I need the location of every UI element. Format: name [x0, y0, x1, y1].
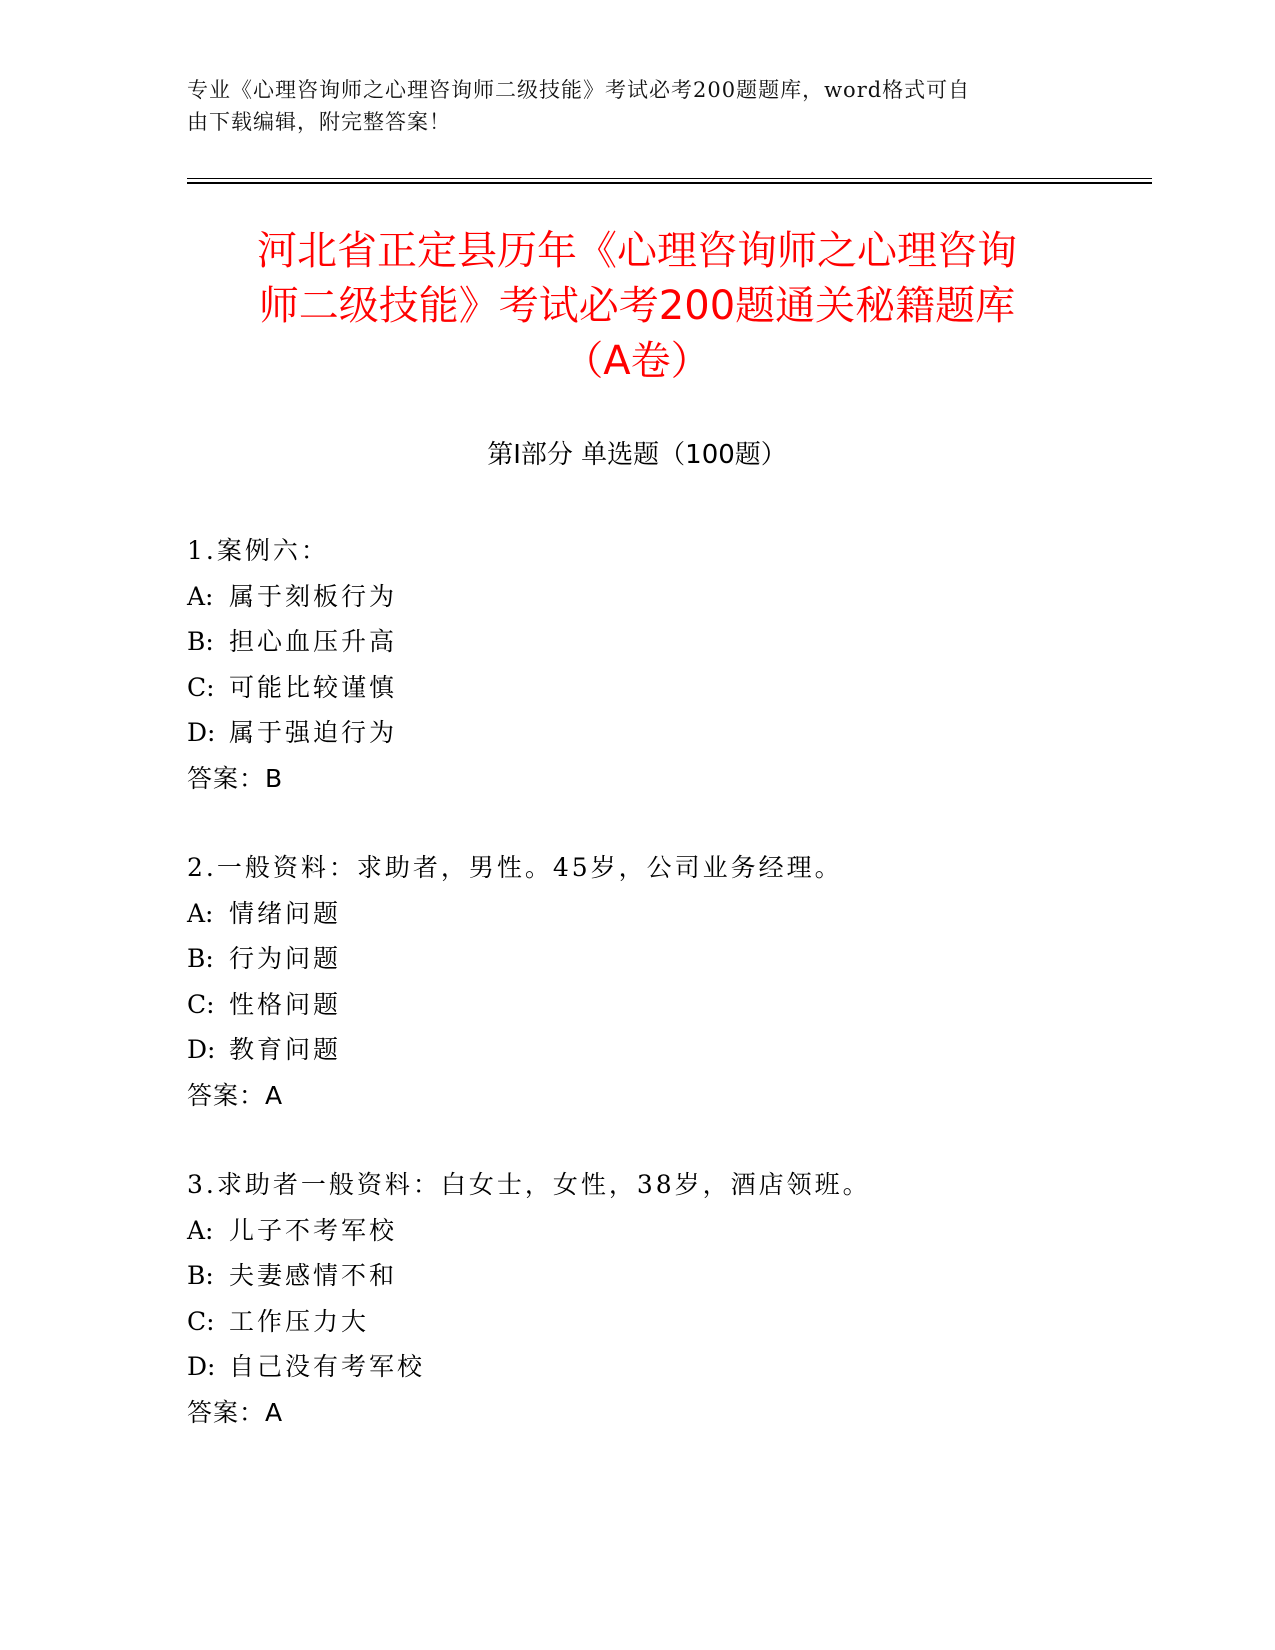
- question-1: [187, 528, 1147, 801]
- question-stem: 2.一般资料：求助者，男性。45岁，公司业务经理。: [187, 853, 843, 882]
- option-a: [187, 574, 1147, 620]
- answer-line: 答案：A: [187, 1080, 284, 1110]
- header-rule-thick: [187, 182, 1152, 184]
- option-text: 担心血压升高: [229, 627, 398, 656]
- option-b: [187, 936, 1147, 982]
- option-c: [187, 982, 1147, 1028]
- option-key: C:: [187, 1306, 215, 1336]
- option-key: B:: [187, 627, 214, 656]
- document-title: [187, 224, 1087, 389]
- option-d: [187, 1027, 1147, 1073]
- question-2: [187, 845, 1147, 1118]
- option-c: [187, 665, 1147, 711]
- option-key: A:: [187, 1215, 214, 1245]
- option-b: [187, 1253, 1147, 1299]
- header-note-line-2: 由下载编辑，附完整答案！: [187, 110, 451, 134]
- option-a: [187, 891, 1147, 937]
- answer-line: 答案：A: [187, 1397, 284, 1427]
- question-3: [187, 1162, 1147, 1435]
- option-key: D:: [187, 1352, 216, 1381]
- header-rule-thin: [187, 178, 1152, 179]
- option-text: 夫妻感情不和: [229, 1261, 398, 1290]
- option-b: [187, 619, 1147, 665]
- option-text: 属于刻板行为: [229, 581, 398, 611]
- document-title-line-1: 河北省正定县历年《心理咨询师之心理咨询: [257, 228, 1017, 274]
- option-text: 可能比较谨慎: [229, 672, 398, 702]
- option-key: D:: [187, 1035, 216, 1064]
- option-text: 行为问题: [229, 944, 342, 973]
- question-stem: 1.案例六：: [187, 536, 329, 565]
- option-text: 性格问题: [229, 989, 342, 1019]
- section-title: 第I部分 单选题（100题）: [487, 440, 787, 470]
- option-text: 儿子不考军校: [229, 1215, 398, 1245]
- option-d: [187, 1344, 1147, 1390]
- option-d: [187, 710, 1147, 756]
- document-title-line-2: 师二级技能》考试必考200题通关秘籍题库: [258, 283, 1016, 329]
- option-text: 属于强迫行为: [229, 718, 398, 747]
- option-key: D:: [187, 718, 216, 747]
- option-c: [187, 1299, 1147, 1345]
- option-key: B:: [187, 1261, 214, 1290]
- option-key: C:: [187, 672, 215, 702]
- question-stem: 3.求助者一般资料：白女士，女性，38岁，酒店领班。: [187, 1170, 871, 1199]
- option-text: 教育问题: [229, 1035, 342, 1064]
- option-key: A:: [187, 898, 214, 928]
- question-list: [187, 528, 1147, 1479]
- option-text: 情绪问题: [229, 898, 342, 928]
- option-key: C:: [187, 989, 215, 1019]
- option-key: A:: [187, 581, 214, 611]
- option-key: B:: [187, 944, 214, 973]
- option-a: [187, 1208, 1147, 1254]
- answer-line: 答案：B: [187, 763, 284, 793]
- document-title-line-3: （A卷）: [563, 338, 711, 384]
- option-text: 自己没有考军校: [229, 1352, 426, 1381]
- option-text: 工作压力大: [229, 1306, 370, 1336]
- header-note-line-1: 专业《心理咨询师之心理咨询师二级技能》考试必考200题题库，word格式可自: [187, 78, 971, 102]
- header-note: [187, 74, 1067, 138]
